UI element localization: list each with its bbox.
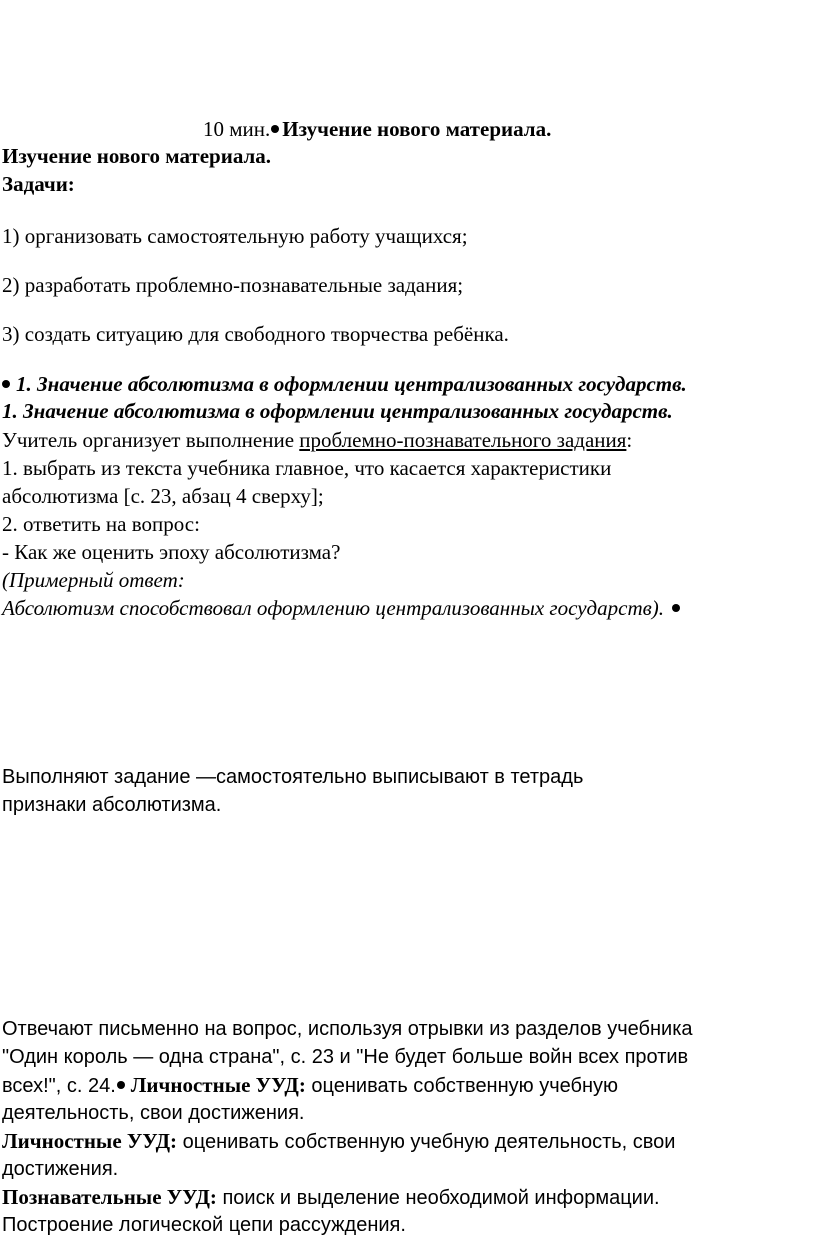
answers-line-3-rest: оценивать собственную учебную xyxy=(305,1075,619,1097)
answers-line-1: Отвечают письменно на вопрос, используя отрывки из разделов учебника xyxy=(2,1018,693,1040)
answer-text xyxy=(2,595,686,621)
cognitive-uud-label: Познавательные УУД: xyxy=(2,1185,217,1209)
task-item: 2) разработать проблемно-познавательные задания; xyxy=(2,273,464,297)
bullet-icon xyxy=(672,604,680,612)
teacher-step1-a: 1. выбрать из текста учебника главное, что касается характеристики xyxy=(2,456,612,480)
personal-uud-label-inline: Личностные УУД: xyxy=(130,1073,306,1097)
topic-title-bulleted xyxy=(2,371,687,397)
section-title: Изучение нового материала. xyxy=(2,144,272,168)
answers-line-2: "Один король — одна страна", с. 23 и "Не будет больше войн всех против xyxy=(2,1046,689,1068)
personal-uud-text: оценивать собственную учебную деятельность, свои xyxy=(177,1131,676,1153)
answer-text-content: Абсолютизм способствовал оформлению централизованных государств). xyxy=(2,596,665,620)
answers-line-3-text: всех!", с. 24. xyxy=(2,1075,116,1097)
answers-line-4: деятельность, свои достижения. xyxy=(2,1102,305,1124)
header-time: 10 мин. xyxy=(203,117,271,141)
teacher-intro-text: Учитель организует выполнение xyxy=(2,428,300,452)
cognitive-uud-text-b: Построение логической цепи рассуждения. xyxy=(2,1214,406,1236)
bullet-icon xyxy=(2,380,10,388)
cognitive-uud xyxy=(2,1184,660,1211)
teacher-step1-b: абсолютизма [с. 23, абзац 4 сверху]; xyxy=(2,484,324,508)
personal-uud-text-b: достижения. xyxy=(2,1158,119,1180)
header-title: Изучение нового материала. xyxy=(282,117,552,141)
topic-title: 1. Значение абсолютизма в оформлении централизованных государств. xyxy=(2,399,673,423)
task-item: 1) организовать самостоятельную работу учащихся; xyxy=(2,224,468,248)
task-item: 3) создать ситуацию для свободного творчества ребёнка. xyxy=(2,322,509,346)
personal-uud-label: Личностные УУД: xyxy=(2,1129,178,1153)
answer-label: (Примерный ответ: xyxy=(2,568,185,592)
tasks-heading: Задачи: xyxy=(2,172,75,196)
students-line-1: Выполняют задание —самостоятельно выписывают в тетрадь xyxy=(2,766,584,788)
teacher-intro-end: : xyxy=(626,428,633,452)
task-link: проблемно-познавательного задания xyxy=(299,428,627,452)
answers-line-3 xyxy=(2,1072,618,1099)
teacher-question: - Как же оценить эпоху абсолютизма? xyxy=(2,540,341,564)
header-line xyxy=(203,116,551,142)
teacher-step2: 2. ответить на вопрос: xyxy=(2,512,200,536)
bullet-icon xyxy=(117,1081,125,1089)
personal-uud xyxy=(2,1128,675,1155)
cognitive-uud-text: поиск и выделение необходимой информации. xyxy=(216,1187,660,1209)
teacher-intro xyxy=(2,427,632,453)
students-line-2: признаки абсолютизма. xyxy=(2,794,222,816)
bullet-icon xyxy=(271,125,279,133)
topic-title-text: 1. Значение абсолютизма в оформлении централизованных государств. xyxy=(16,372,687,396)
